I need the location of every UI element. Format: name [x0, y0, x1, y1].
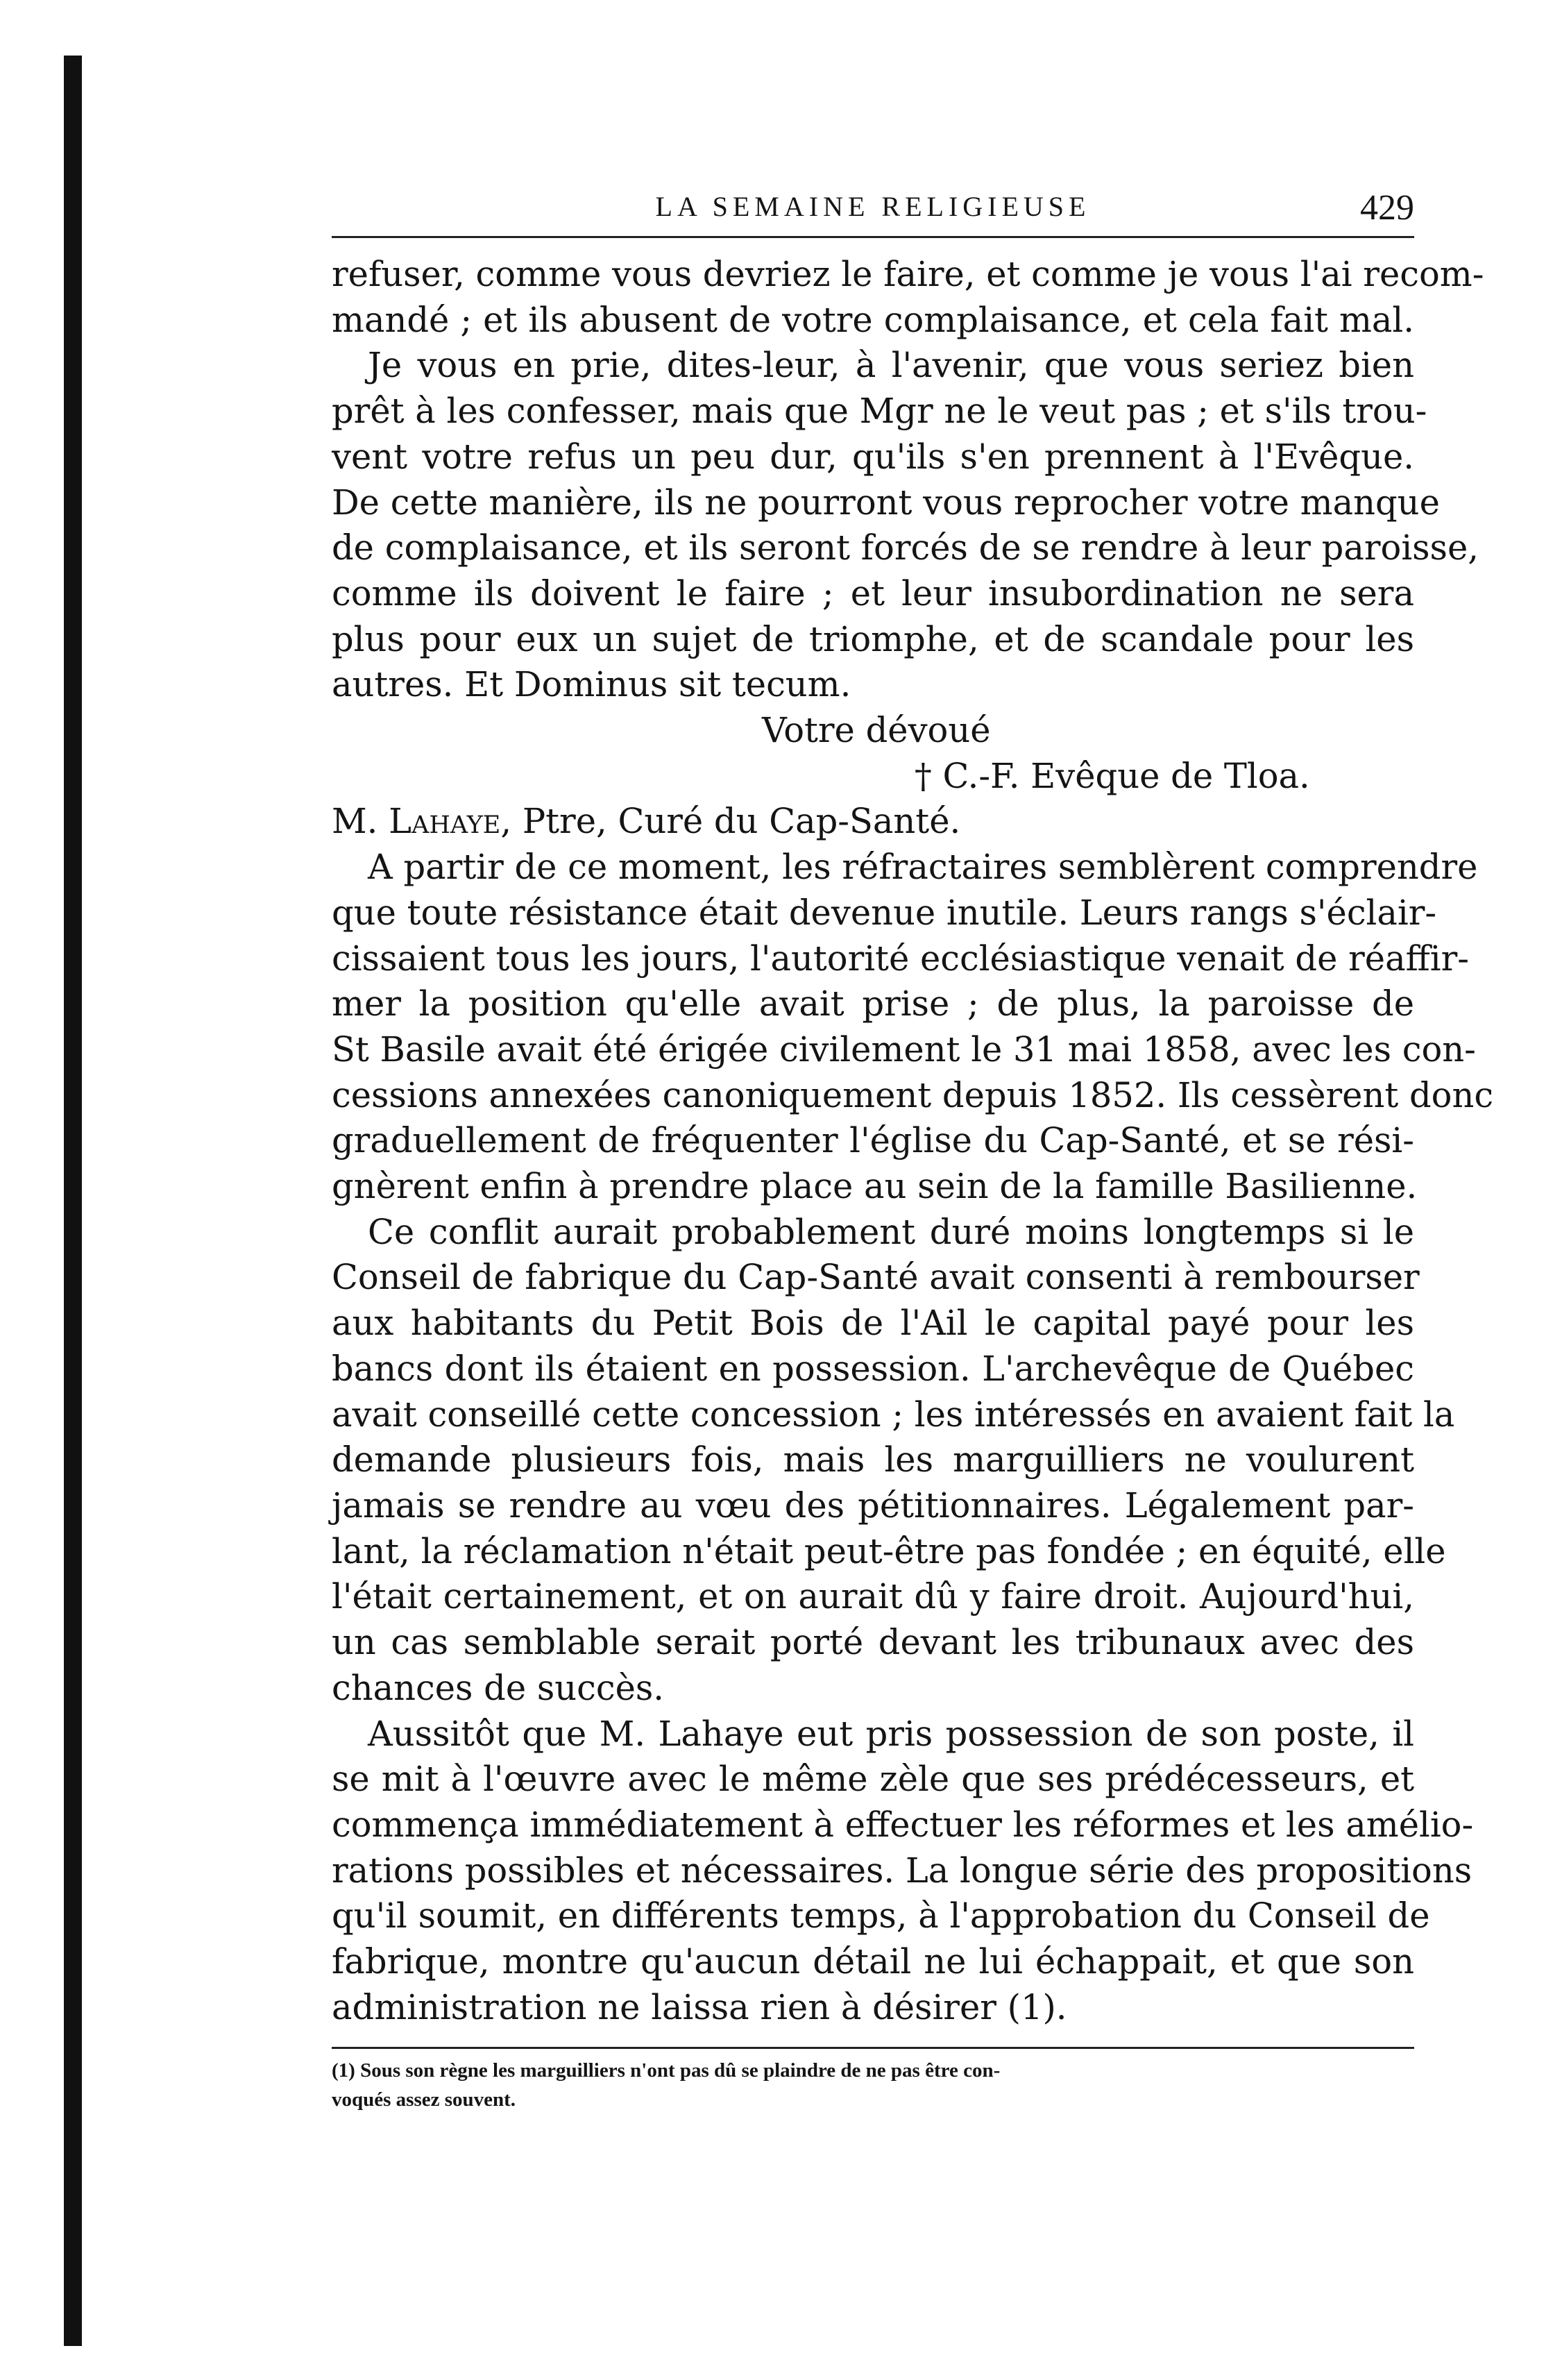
text-line: rations possibles et nécessaires. La longue série des propositions [332, 1850, 1472, 1891]
text-line: plus pour eux un sujet de triomphe, et de scandale pour les [332, 618, 1414, 659]
text-line: bancs dont ils étaient en possession. L'archevêque de Québec [332, 1348, 1414, 1389]
footnote-line: (1) Sous son règne les marguilliers n'ont pas dû se plaindre de ne pas être con- [332, 2059, 1001, 2082]
text-line: Aussitôt que M. Lahaye eut pris possession de son poste, il [368, 1713, 1414, 1754]
addressee-rest: , Ptre, Curé du Cap-Santé. [500, 801, 961, 842]
scan-border [64, 56, 82, 2346]
page-header [332, 187, 1414, 238]
text-line: Conseil de fabrique du Cap-Santé avait consenti à rembourser [332, 1257, 1420, 1298]
letter-closing [332, 708, 1414, 845]
text-line: St Basile avait été érigée civilement le 31 mai 1858, avec les con- [332, 1029, 1476, 1070]
text-line: administration ne laissa rien à désirer (1). [332, 1986, 1067, 2027]
paragraph [332, 845, 1494, 1210]
addressee [332, 799, 1414, 845]
text-line: autres. Et Dominus sit tecum. [332, 664, 851, 705]
text-line: que toute résistance était devenue inutile. Leurs rangs s'éclair- [332, 892, 1437, 933]
body-text [332, 252, 1494, 2030]
text-line: comme ils doivent le faire ; et leur insubordination ne sera [332, 573, 1414, 614]
text-line: cissaient tous les jours, l'autorité ecclésiastique venait de réaffir- [332, 938, 1469, 979]
text-line: commença immédiatement à effectuer les réformes et les amélio- [332, 1804, 1474, 1845]
paragraph [332, 1210, 1455, 1712]
text-line: demande plusieurs fois, mais les marguilliers ne voulurent [332, 1440, 1414, 1480]
text-line: A partir de ce moment, les réfractaires semblèrent comprendre [368, 847, 1478, 888]
footnote-rule [332, 2047, 1414, 2049]
text-line: refuser, comme vous devriez le faire, et comme je vous l'ai recom- [332, 254, 1484, 294]
text-line: gnèrent enfin à prendre place au sein de la famille Basilienne. [332, 1166, 1418, 1207]
footnote-line: voqués assez souvent. [332, 2088, 516, 2111]
text-line: l'était certainement, et on aurait dû y faire droit. Aujourd'hui, [332, 1576, 1414, 1617]
book-page [332, 187, 1494, 2114]
text-line: vent votre refus un peu dur, qu'ils s'en prennent à l'Evêque. [332, 436, 1414, 477]
text-line: de complaisance, et ils seront forcés de se rendre à leur paroisse, [332, 528, 1479, 568]
text-line: qu'il soumit, en différents temps, à l'approbation du Conseil de [332, 1896, 1430, 1936]
text-line: Ce conflit aurait probablement duré moins longtemps si le [368, 1211, 1414, 1252]
text-line: un cas semblable serait porté devant les tribunaux avec des [332, 1622, 1414, 1663]
text-line: lant, la réclamation n'était peut-être pas fondée ; en équité, elle [332, 1530, 1446, 1571]
text-line: graduellement de fréquenter l'église du Cap-Santé, et se rési- [332, 1120, 1414, 1161]
text-line: cessions annexées canoniquement depuis 1852. Ils cessèrent donc [332, 1074, 1494, 1115]
footnote [332, 2056, 1414, 2114]
running-head: LA SEMAINE RELIGIEUSE [655, 191, 1091, 222]
text-line: avait conseillé cette concession ; les intéressés en avaient fait la [332, 1394, 1455, 1435]
text-line: mer la position qu'elle avait prise ; de plus, la paroisse de [332, 984, 1414, 1024]
signature: † C.-F. Evêque de Tloa. [915, 755, 1310, 796]
text-line: chances de succès. [332, 1667, 665, 1708]
text-line: prêt à les confesser, mais que Mgr ne le veut pas ; et s'ils trou- [332, 391, 1427, 432]
salutation: Votre dévoué [762, 710, 991, 751]
paragraph [332, 1712, 1474, 2031]
addressee-initial: M. [332, 801, 378, 842]
text-line: De cette manière, ils ne pourront vous reprocher votre manque [332, 482, 1440, 523]
text-line: fabrique, montre qu'aucun détail ne lui échappait, et que son [332, 1941, 1414, 1982]
text-line: Je vous en prie, dites-leur, à l'avenir, que vous seriez bien [368, 345, 1414, 386]
text-line: se mit à l'œuvre avec le même zèle que ses prédécesseurs, et [332, 1759, 1414, 1800]
text-line: mandé ; et ils abusent de votre complaisance, et cela fait mal. [332, 299, 1414, 340]
page-number: 429 [1360, 188, 1414, 228]
text-line: jamais se rendre au vœu des pétitionnaires. Légalement par- [332, 1485, 1414, 1526]
letter-end [332, 252, 1484, 708]
addressee-name: Lahaye [389, 801, 501, 842]
text-line: aux habitants du Petit Bois de l'Ail le capital payé pour les [332, 1303, 1414, 1344]
